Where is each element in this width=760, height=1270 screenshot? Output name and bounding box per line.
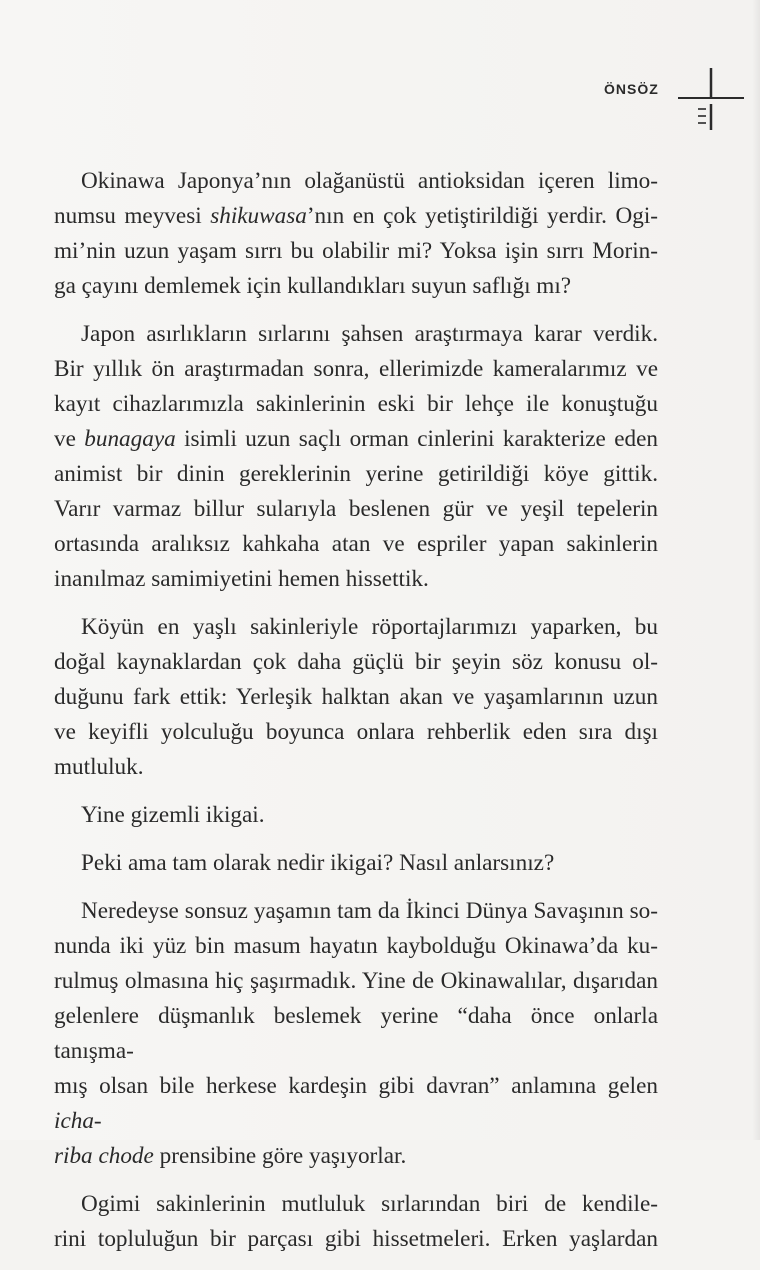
text-line: Okinawa Japonya’nın olağanüstü antioksidan içeren limo- (81, 168, 658, 194)
text-line: mutluluk. (54, 754, 144, 780)
text-line: Peki ama tam olarak nedir ikigai? Nasıl anlarsınız? (81, 850, 555, 876)
paragraph (54, 610, 658, 785)
text-line: rini topluluğun bir parçası gibi hissetmeleri. Erken yaşlardan (54, 1226, 658, 1252)
text-line: ga çayını demlemek için kullandıkları suyun saflığı mı? (54, 273, 572, 299)
text-line: nunda iki yüz bin masum hayatın kaybolduğu Okinawa’da ku- (54, 933, 658, 959)
text-line: mi’nin uzun yaşam sırrı bu olabilir mi? Yoksa işin sırrı Morin- (54, 238, 658, 264)
text-line: numsu meyvesi shikuwasa’nın en çok yetiştirildiği yerdir. Ogi- (54, 203, 658, 229)
text-line: Bir yıllık ön araştırmadan sonra, ellerimizde kameralarımız ve (54, 356, 658, 382)
paragraph (54, 798, 658, 833)
body-text (54, 164, 658, 1270)
text-line: ve bunagaya isimli uzun saçlı orman cinlerini karakterize eden (54, 426, 658, 452)
text-line: Varır varmaz billur sularıyla beslenen gür ve yeşil tepelerin (54, 496, 658, 522)
text-line: Japon asırlıkların sırlarını şahsen araştırmaya karar verdik. (81, 321, 658, 347)
text-line: Yine gizemli ikigai. (81, 802, 265, 828)
paragraph (54, 1187, 658, 1257)
paragraph (54, 317, 658, 597)
section-title: ÖNSÖZ (604, 81, 659, 97)
text-line: Neredeyse sonsuz yaşamın tam da İkinci Dünya Savaşının so- (81, 898, 658, 924)
paragraph (54, 164, 658, 304)
text-line: duğunu fark ettik: Yerleşik halktan akan ve yaşamlarının uzun (54, 684, 658, 710)
text-line: inanılmaz samimiyetini hemen hissettik. (54, 566, 429, 592)
text-line: rulmuş olmasına hiç şaşırmadık. Yine de Okinawalılar, dışarıdan (54, 968, 658, 994)
text-line: riba chode prensibine göre yaşıyorlar. (54, 1143, 407, 1169)
text-line: animist bir dinin gereklerinin yerine getirildiği köye gittik. (54, 461, 658, 487)
paragraph (54, 894, 658, 1174)
text-line: mış olsan bile herkese kardeşin gibi davran” anlamına gelen icha- (54, 1073, 658, 1134)
text-line: kayıt cihazlarımızla sakinlerinin eski bir lehçe ile konuştuğu (54, 391, 658, 417)
text-line: ve keyifli yolculuğu boyunca onlara rehberlik eden sıra dışı (54, 719, 658, 745)
text-line: ortasında aralıksız kahkaha atan ve espriler yapan sakinlerin (54, 531, 658, 557)
paragraph (54, 846, 658, 881)
page-edge-shadow (752, 0, 760, 1140)
text-line: Ogimi sakinlerinin mutluluk sırlarından biri de kendile- (81, 1191, 658, 1217)
text-line: gelenlere düşmanlık beslemek yerine “daha önce onlarla tanışma- (54, 1003, 658, 1064)
text-line: Köyün en yaşlı sakinleriyle röportajlarımızı yaparken, bu (81, 614, 658, 640)
text-line: doğal kaynaklardan çok daha güçlü bir şeyin söz konusu ol- (54, 649, 658, 675)
crosshair-mark-icon (678, 68, 744, 138)
